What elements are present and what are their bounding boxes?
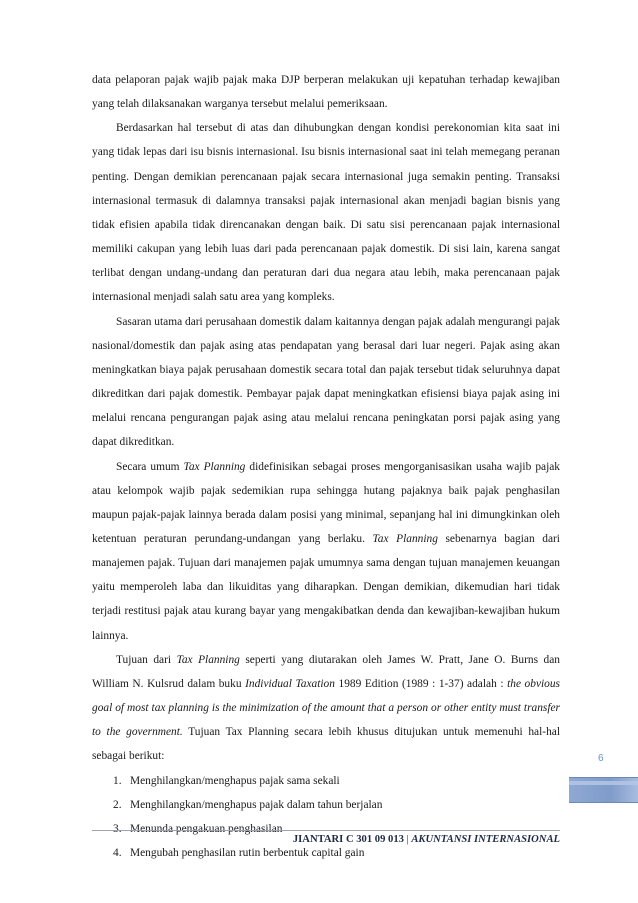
paragraph-1: data pelaporan pajak wajib pajak maka DJP berperan melakukan uji kepatuhan terhadap kewajiban yang telah dilaksanakan warganya tersebut melalui pemeriksaan. [92,74,560,111]
list-item-text: Menunda pengakuan penghasilan [130,822,283,835]
list-item [92,793,560,817]
list-item-text: Mengubah penghasilan rutin berbentuk capital gain [130,847,365,859]
list-item-number: 1. [113,774,122,787]
paragraph-4-text-a: Secara umum [116,460,184,473]
quotation: the obvious goal of most tax planning is the minimization of the amount that a person or other entity must transfer to the government. [92,677,560,739]
footer [92,834,560,845]
book-title: Individual Taxation [245,677,335,690]
paragraph-5-text-e: 1989 Edition (1989 : 1-37) adalah : [334,677,508,690]
goals-list [92,769,560,866]
page-number: 6 [598,753,604,764]
footer-author: JIANTARI C 301 09 013 [292,834,404,845]
list-item-text: Menghilangkan/menghapus pajak sama sekali [130,774,340,787]
list-item-number: 4. [113,847,122,859]
tax-planning-term: Tax Planning [176,653,240,666]
list-item-number: 2. [113,798,122,811]
footer-separator: | [403,834,412,845]
list-item [92,769,560,793]
document-body [92,68,560,865]
paragraph-5 [92,648,560,769]
list-item-text: Menghilangkan/menghapus pajak dalam tahun berjalan [130,798,383,811]
paragraph-5-text-g: Tujuan Tax Planning secara lebih khusus ditujukan untuk memenuhi hal-hal sebagai berikut: [92,726,560,763]
paragraph-2: Berdasarkan hal tersebut di atas dan dihubungkan dengan kondisi perekonomian kita saat ini yang tidak lepas dari isu bisnis internasional. Isu bisnis internasional saat ini telah memegang peranan penting. Dengan demikian perencanaan pajak secara internasional juga semakin penting. Transaksi internasional termasuk di dalamnya transaksi pajak internasional akan menjadi bagian bisnis yang tidak efisien apabila tidak direncanakan dengan baik. Di satu sisi perencanaan pajak internasional memiliki cakupan yang lebih luas dari pada perencanaan pajak domestik. Di sisi lain, karena sangat terlibat dengan undang-undang dan peraturan dari dua negara atau lebih, maka perencanaan pajak internasional menjadi salah satu area yang kompleks. [92,122,560,304]
tax-planning-term: Tax Planning [372,532,438,545]
page-tab-decoration [569,777,638,803]
footer-course: AKUNTANSI INTERNASIONAL [411,834,560,845]
tax-planning-term: Tax Planning [183,460,246,473]
paragraph-3: Sasaran utama dari perusahaan domestik dalam kaitannya dengan pajak adalah mengurangi pajak nasional/domestik dan pajak asing atas pendapatan yang berasal dari luar negeri. Pajak asing akan meningkatkan biaya pajak perusahaan domestik secara total dan pajak tersebut tidak seluruhnya dapat dikreditkan dari pajak domestik. Pembayar pajak dapat meningkatkan efisiensi biaya pajak asing ini melalui rencana pengurangan pajak asing atau melalui rencana peningkatan porsi pajak asing yang dapat dikreditkan. [92,315,560,449]
paragraph-5-text-a: Tujuan dari [116,653,177,666]
paragraph-4-text-c: didefinisikan sebagai proses mengorganisasikan usaha wajib pajak atau kelompok wajib pajak sedemikian rupa sehingga hutang pajaknya baik pajak penghasilan maupun pajak-pajak lainnya berada dalam posisi yang minimal, sepanjang hal ini dimungkinkan oleh ketentuan peraturan perundang-undangan yang berlaku. [92,460,560,545]
list-item-number: 3. [113,822,122,835]
paragraph-5-text-c: seperti yang diutarakan oleh James W. Pratt, Jane O. Burns dan William N. Kulsrud dalam buku [92,653,560,690]
paragraph-4 [92,455,560,648]
page-tab-sheen [569,781,638,785]
paragraph-4-text-e: sebenarnya bagian dari manajemen pajak. Tujuan dari manajemen pajak umumnya sama dengan tujuan manajemen keuangan yaitu memperoleh laba dan likuiditas yang diharapkan. Dengan demikian, dikemudian hari tidak terjadi restitusi pajak atau kurang bayar yang mengakibatkan denda dan kewajiban-kewajiban hukum lainnya. [92,532,560,642]
footer-divider [92,830,560,831]
